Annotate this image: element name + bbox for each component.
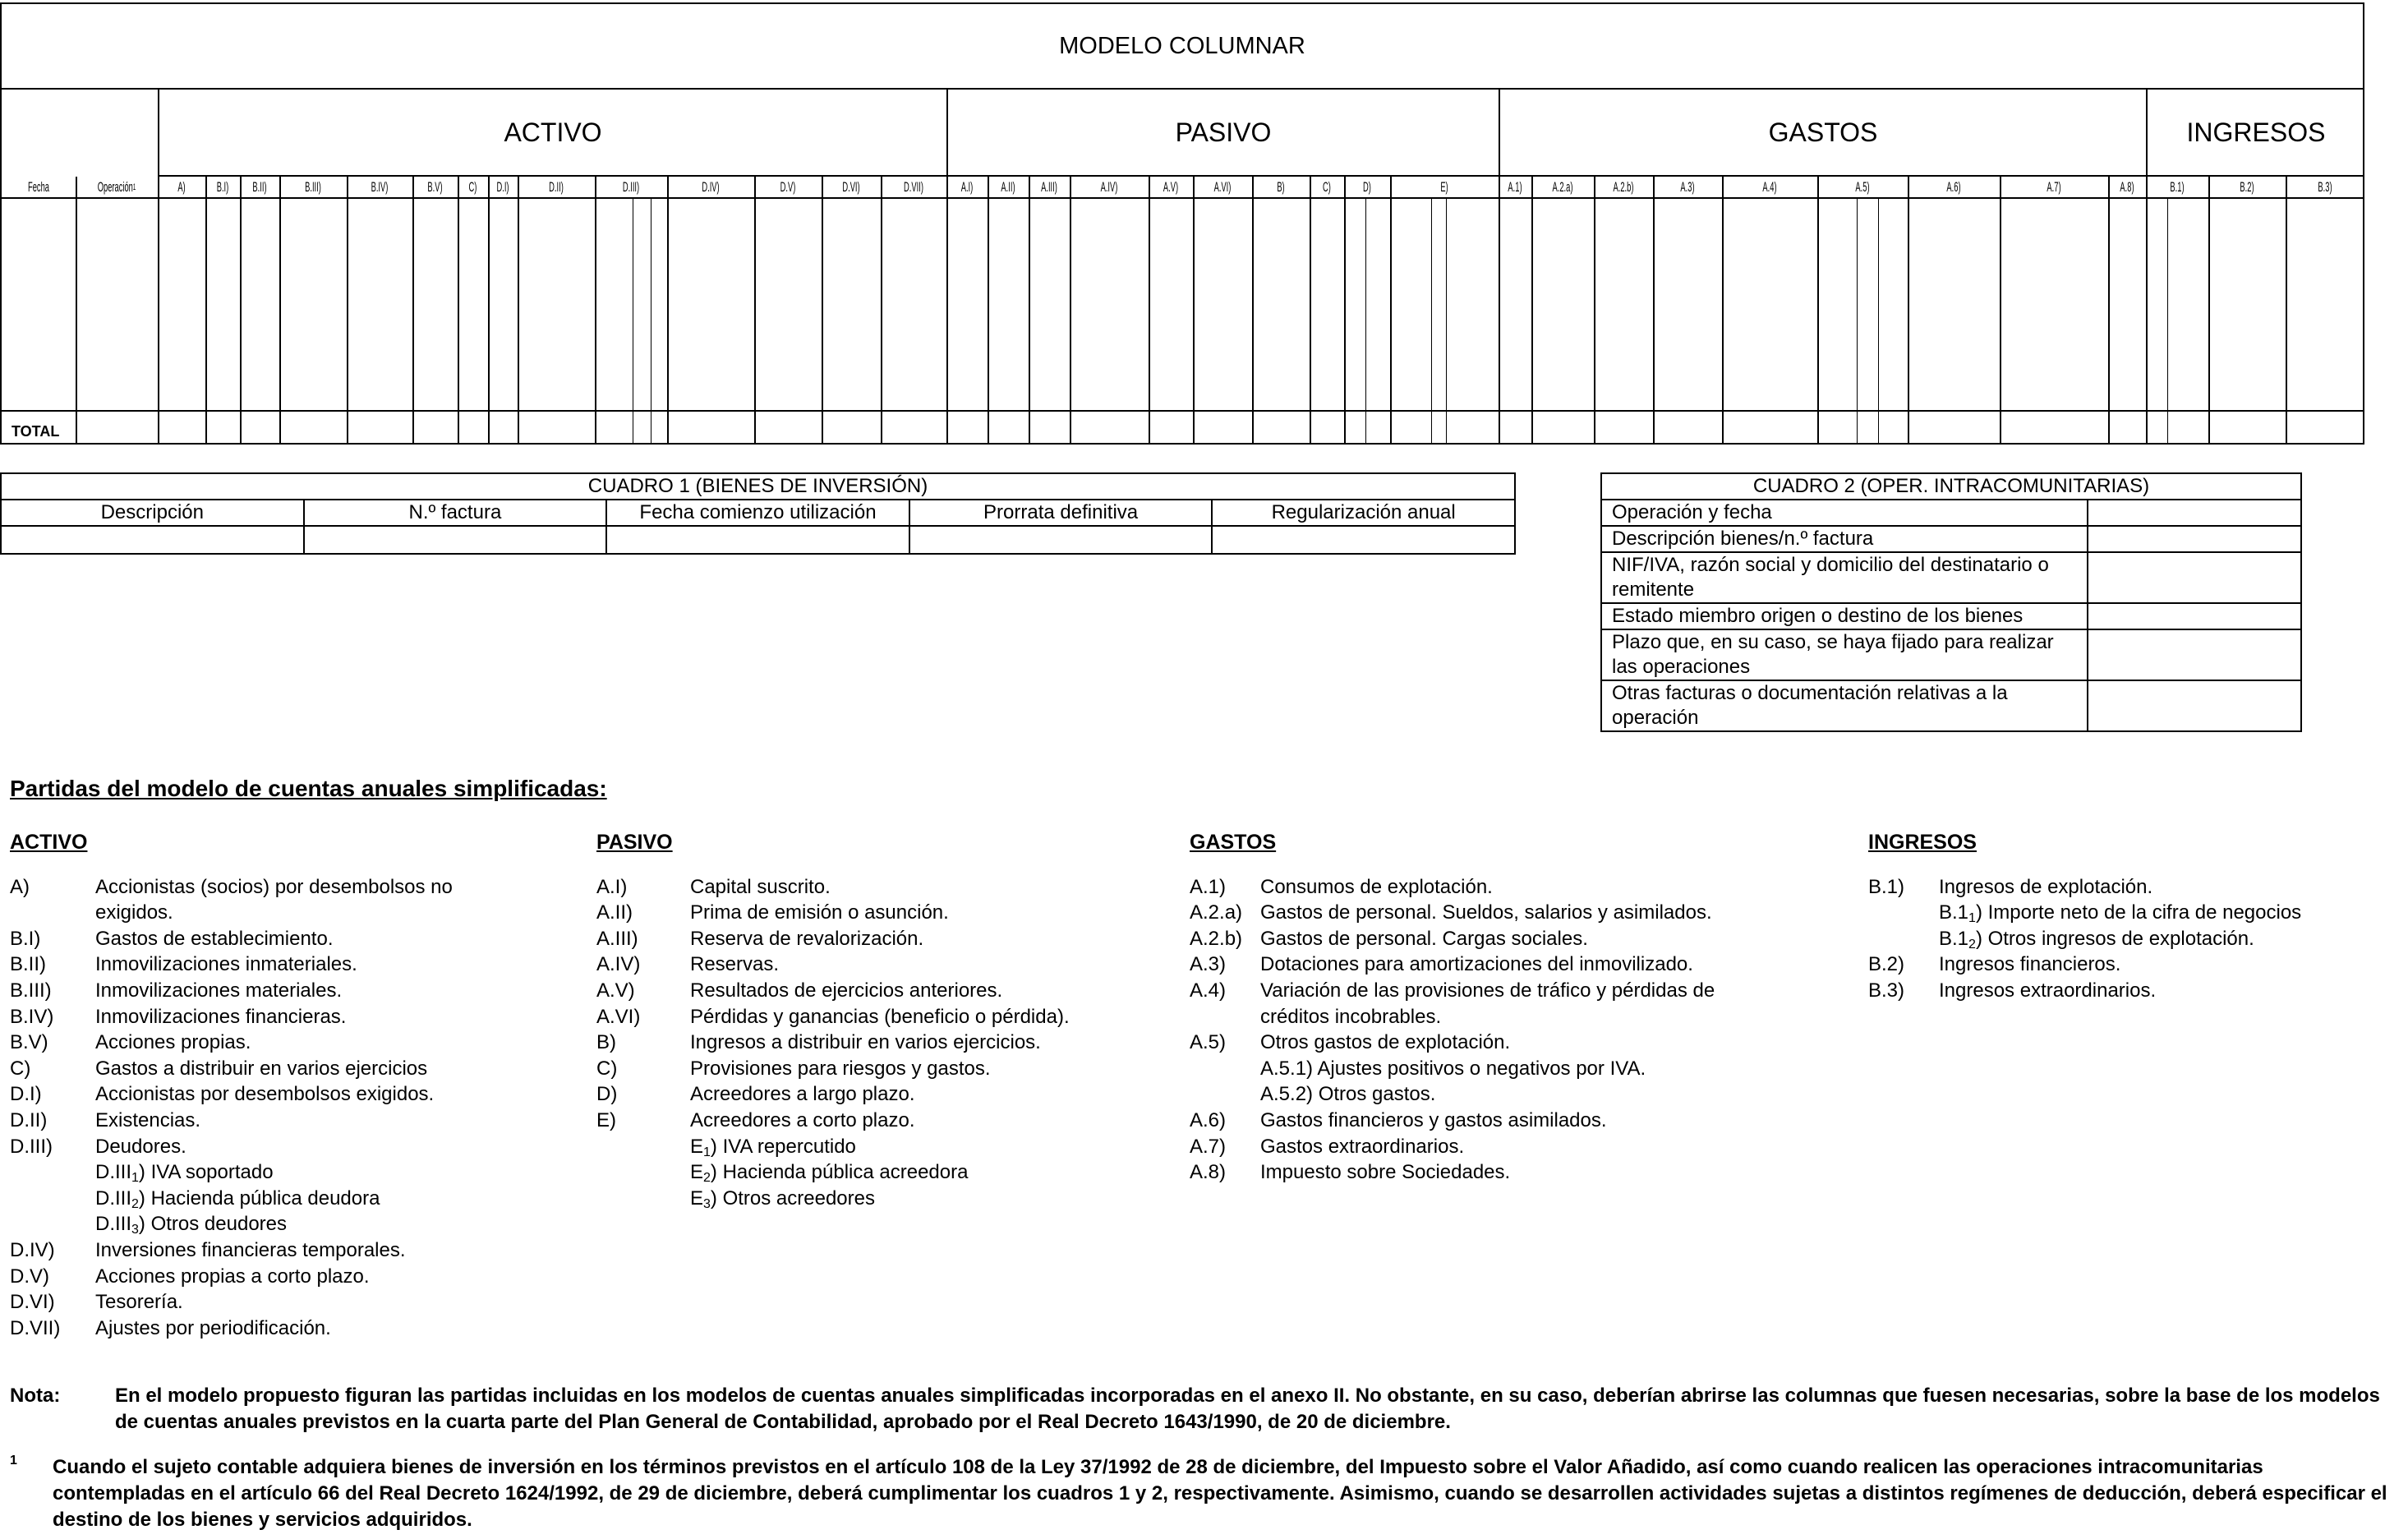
list-item-code: B) bbox=[596, 1031, 616, 1054]
cuadro2-row-value[interactable] bbox=[2088, 630, 2300, 680]
column-subdivider bbox=[2167, 199, 2168, 443]
list-item-code: A.6) bbox=[1190, 1108, 1227, 1131]
cuadro1-table bbox=[0, 472, 1516, 555]
list-item bbox=[1190, 1056, 1781, 1082]
column-divider bbox=[412, 177, 414, 443]
column-divider bbox=[1344, 177, 1346, 443]
list-item-text: $E_3$) Otros acreedores bbox=[690, 1187, 875, 1211]
list-item-code: E) bbox=[596, 1108, 616, 1131]
cuadro2-row-label: NIF/IVA, razón social y domicilio del destinatario o remitente bbox=[1602, 553, 2088, 602]
partidas-pasivo-list bbox=[596, 874, 1122, 1212]
column-divider bbox=[822, 177, 823, 443]
column-divider bbox=[1531, 177, 1533, 443]
list-item-code: A.5) bbox=[1190, 1031, 1227, 1054]
list-item-code: A.1) bbox=[1190, 875, 1227, 898]
list-item-text: $D.III_2$) Hacienda pública deudora bbox=[95, 1187, 380, 1211]
column-divider bbox=[1594, 177, 1595, 443]
list-item-text: $E_1$) IVA repercutido bbox=[690, 1135, 856, 1159]
column-divider bbox=[881, 177, 882, 443]
list-item-code: D.I) bbox=[10, 1083, 42, 1106]
column-header: B.II) bbox=[252, 178, 267, 195]
list-item-code: D.VII) bbox=[10, 1316, 61, 1339]
column-divider bbox=[988, 177, 989, 443]
cuadro2-row bbox=[1602, 681, 2300, 730]
modelo-columnar-table bbox=[0, 2, 2364, 445]
list-item bbox=[10, 1108, 536, 1134]
group-ingresos: INGRESOS bbox=[2146, 90, 2364, 177]
list-item-code: B.II) bbox=[10, 953, 47, 976]
column-divider bbox=[1722, 177, 1724, 443]
column-divider bbox=[347, 177, 348, 443]
column-header: D.I) bbox=[496, 178, 509, 195]
list-item-code: B.I) bbox=[10, 927, 41, 950]
group-gastos: GASTOS bbox=[1499, 90, 2146, 177]
list-item bbox=[596, 952, 1122, 978]
column-divider bbox=[1390, 177, 1392, 443]
list-item bbox=[10, 874, 536, 901]
partidas-gastos-head: GASTOS bbox=[1190, 831, 1277, 854]
list-item bbox=[10, 1134, 536, 1160]
list-item-text: Ingresos a distribuir en varios ejercicios. bbox=[690, 1031, 1041, 1054]
list-item-text: créditos incobrables. bbox=[1260, 1005, 1442, 1028]
column-header: A.5) bbox=[1855, 178, 1870, 195]
list-item bbox=[1868, 900, 2378, 926]
column-header: B.I) bbox=[216, 178, 229, 195]
list-item-text: Ingresos extraordinarios. bbox=[1939, 979, 2157, 1002]
column-header: A.III) bbox=[1041, 178, 1057, 195]
partidas-activo-column bbox=[10, 830, 536, 1341]
column-header: Operación 1 bbox=[97, 178, 136, 195]
partidas-activo-head: ACTIVO bbox=[10, 831, 88, 854]
footnote-mark: 1 bbox=[10, 1454, 17, 1468]
column-header: C) bbox=[468, 178, 477, 195]
list-item-code: D.V) bbox=[10, 1265, 49, 1288]
list-item-text: Accionistas (socios) por desembolsos no bbox=[95, 875, 453, 898]
list-item-text: Ajustes por periodificación. bbox=[95, 1316, 331, 1339]
partidas-ingresos-list bbox=[1868, 874, 2378, 1004]
list-item bbox=[596, 900, 1122, 926]
column-header: A.I) bbox=[960, 178, 974, 195]
column-divider bbox=[1310, 177, 1311, 443]
cuadro1-header-descripcion: Descripción bbox=[2, 500, 305, 525]
list-item bbox=[1190, 900, 1781, 926]
column-divider bbox=[946, 90, 948, 443]
group-activo: ACTIVO bbox=[158, 90, 946, 177]
list-item-code: B.1) bbox=[1868, 875, 1905, 898]
list-item-text: Acciones propias a corto plazo. bbox=[95, 1265, 370, 1288]
list-item-text: Gastos financieros y gastos asimilados. bbox=[1260, 1108, 1607, 1131]
column-subdivider bbox=[1365, 199, 1366, 443]
column-divider bbox=[2146, 90, 2148, 443]
list-item bbox=[596, 874, 1122, 901]
nota-label: Nota: bbox=[10, 1385, 61, 1407]
list-item-text: Prima de emisión o asunción. bbox=[690, 901, 949, 924]
column-divider bbox=[2108, 177, 2110, 443]
list-item bbox=[10, 952, 536, 978]
list-item-code: A.2.b) bbox=[1190, 927, 1243, 950]
list-item bbox=[596, 1134, 1122, 1160]
list-item-text: Gastos de establecimiento. bbox=[95, 927, 334, 950]
list-item bbox=[596, 1004, 1122, 1030]
column-header: B.III) bbox=[305, 178, 321, 195]
column-header: C) bbox=[1323, 178, 1331, 195]
list-item-text: Acreedores a corto plazo. bbox=[690, 1108, 915, 1131]
column-divider bbox=[1908, 177, 1909, 443]
list-item-code: B.3) bbox=[1868, 979, 1905, 1002]
cuadro1-empty-row bbox=[2, 527, 1514, 553]
column-header: A.VI) bbox=[1213, 178, 1232, 195]
column-header: Fecha bbox=[28, 178, 49, 195]
list-item bbox=[1190, 1108, 1781, 1134]
cuadro2-row-value[interactable] bbox=[2088, 553, 2300, 602]
cuadro2-row-value[interactable] bbox=[2088, 527, 2300, 551]
list-item bbox=[1190, 1030, 1781, 1056]
cuadro2-row-value[interactable] bbox=[2088, 681, 2300, 730]
list-item bbox=[1868, 978, 2378, 1004]
list-item bbox=[10, 1211, 536, 1237]
column-header: A.7) bbox=[2047, 178, 2061, 195]
list-item-text: Variación de las provisiones de tráfico y pérdidas de bbox=[1260, 979, 1715, 1002]
list-item-text: Gastos de personal. Sueldos, salarios y asimilados. bbox=[1260, 901, 1712, 924]
column-divider bbox=[240, 177, 242, 443]
list-item-code: A.I) bbox=[596, 875, 628, 898]
list-item bbox=[10, 926, 536, 952]
list-item-text: $D.III_3$) Otros deudores bbox=[95, 1213, 288, 1237]
column-divider bbox=[1252, 177, 1254, 443]
list-item-code: C) bbox=[596, 1057, 618, 1080]
list-item-text: Tesorería. bbox=[95, 1291, 183, 1314]
column-divider bbox=[667, 177, 669, 443]
column-divider bbox=[1029, 177, 1030, 443]
list-item bbox=[10, 1186, 536, 1212]
list-item bbox=[1868, 926, 2378, 952]
column-header: B.3) bbox=[2318, 178, 2332, 195]
column-subdivider bbox=[1446, 199, 1447, 443]
column-header: A.IV) bbox=[1100, 178, 1118, 195]
list-item bbox=[596, 1186, 1122, 1212]
column-divider bbox=[1653, 177, 1655, 443]
cuadro2-row-label: Plazo que, en su caso, se haya fijado para realizar las operaciones bbox=[1602, 630, 2088, 680]
list-item bbox=[10, 1056, 536, 1082]
list-item-text: Gastos extraordinarios. bbox=[1260, 1135, 1465, 1158]
modelo-title: MODELO COLUMNAR bbox=[2, 4, 2363, 90]
column-header: D.V) bbox=[780, 178, 796, 195]
column-divider bbox=[488, 177, 490, 443]
list-item-text: Acciones propias. bbox=[95, 1031, 251, 1054]
cuadro2-row-label: Estado miembro origen o destino de los bienes bbox=[1602, 604, 2088, 629]
list-item bbox=[1190, 874, 1781, 901]
list-item bbox=[10, 1159, 536, 1186]
list-item-code: A.II) bbox=[596, 901, 633, 924]
total-label: TOTAL bbox=[12, 423, 60, 440]
cuadro2-row bbox=[1602, 630, 2300, 681]
list-item-text: Inmovilizaciones financieras. bbox=[95, 1005, 347, 1028]
column-header: A.8) bbox=[2120, 178, 2134, 195]
list-item-code: B.III) bbox=[10, 979, 52, 1002]
cuadro1-header-fecha: Fecha comienzo utilización bbox=[607, 500, 910, 525]
list-item-code: A.3) bbox=[1190, 953, 1227, 976]
column-divider bbox=[205, 177, 207, 443]
cuadro2-row-label: Operación y fecha bbox=[1602, 500, 2088, 525]
list-item bbox=[10, 1289, 536, 1316]
cuadro1-header-row bbox=[2, 500, 1514, 527]
column-divider bbox=[2208, 177, 2210, 443]
cuadro1-empty-cell[interactable] bbox=[607, 527, 910, 553]
column-divider bbox=[279, 177, 281, 443]
list-item bbox=[596, 1030, 1122, 1056]
list-item bbox=[10, 1081, 536, 1108]
cuadro2-row-label: Descripción bienes/n.º factura bbox=[1602, 527, 2088, 551]
column-header: D.IV) bbox=[702, 178, 720, 195]
column-divider bbox=[1499, 90, 1500, 443]
column-header: B.2) bbox=[2240, 178, 2254, 195]
partidas-ingresos-column bbox=[1868, 830, 2378, 1004]
list-item-text: Provisiones para riesgos y gastos. bbox=[690, 1057, 991, 1080]
list-item-code: A.VI) bbox=[596, 1005, 641, 1028]
column-subdivider bbox=[1878, 199, 1879, 443]
column-divider bbox=[2286, 177, 2287, 443]
list-item-text: $D.III_1$) IVA soportado bbox=[95, 1161, 274, 1186]
list-item-text: Inmovilizaciones materiales. bbox=[95, 979, 343, 1002]
list-item-code: B.2) bbox=[1868, 953, 1905, 976]
list-item bbox=[1190, 1159, 1781, 1186]
list-item bbox=[1190, 1004, 1781, 1030]
list-item-text: $B.1_1$) Importe neto de la cifra de negocios bbox=[1939, 901, 2302, 926]
list-item-text: Accionistas por desembolsos exigidos. bbox=[95, 1083, 435, 1106]
list-item-code: A.8) bbox=[1190, 1161, 1227, 1184]
column-divider bbox=[1193, 177, 1195, 443]
list-item-code: D.VI) bbox=[10, 1291, 55, 1314]
cuadro1-title: CUADRO 1 (BIENES DE INVERSIÓN) bbox=[2, 474, 1514, 500]
list-item bbox=[10, 978, 536, 1004]
partidas-pasivo-column bbox=[596, 830, 1122, 1211]
column-divider bbox=[158, 90, 159, 443]
column-header: A.2.a) bbox=[1552, 178, 1573, 195]
list-item bbox=[10, 900, 536, 926]
column-divider bbox=[1817, 177, 1819, 443]
column-header: D.III) bbox=[622, 178, 640, 195]
list-item-text: Impuesto sobre Sociedades. bbox=[1260, 1161, 1511, 1184]
list-item-text: Gastos a distribuir en varios ejercicios bbox=[95, 1057, 428, 1080]
partidas-ingresos-head: INGRESOS bbox=[1868, 831, 1977, 854]
list-item-text: Deudores. bbox=[95, 1135, 186, 1158]
list-item bbox=[596, 1159, 1122, 1186]
footnote-text: Cuando el sujeto contable adquiera bienes de inversión en los términos previstos en el artículo 108 de la Ley 37/1992 de 28 de diciembre, del Impuesto sobre el Valor Añadido, así como cuando realicen las operaciones intracomunitarias contempladas en el artículo 66 del Real Decreto 1624/1992, de 29 de diciembre, deberá cumplimentar los cuadros 1 y 2, respectivamente. Asimismo, cuando se desarrollen actividades sujetas a distintos regímenes de deducción, deberá especificar el destino de los bienes y servicios adquiridos. bbox=[53, 1456, 2387, 1531]
cuadro2-row-value[interactable] bbox=[2088, 500, 2300, 525]
partidas-title: Partidas del modelo de cuentas anuales simplificadas: bbox=[10, 776, 607, 801]
list-item-text: Reservas. bbox=[690, 953, 780, 976]
column-header-footnote-mark: 1 bbox=[132, 182, 136, 192]
column-header-row bbox=[2, 177, 2363, 199]
column-divider bbox=[1149, 177, 1150, 443]
list-item-text: Gastos de personal. Cargas sociales. bbox=[1260, 927, 1588, 950]
list-item-code: A.7) bbox=[1190, 1135, 1227, 1158]
partidas-pasivo-head: PASIVO bbox=[596, 831, 673, 854]
list-item bbox=[1868, 874, 2378, 901]
list-item bbox=[1190, 1134, 1781, 1160]
nota-text: En el modelo propuesto figuran las partidas incluidas en los modelos de cuentas anuales simplificadas incorporadas en el anexo II. No obstante, en su caso, deberían abrirse las columnas que fuesen necesarias, sobre la base de los modelos de cuentas anuales previstos en la cuarta parte del Plan General de Contabilidad, aprobado por el Real Decreto 1643/1990, de 20 de diciembre. bbox=[115, 1385, 2380, 1433]
cuadro2-row-label: Otras facturas o documentación relativas a la operación bbox=[1602, 681, 2088, 730]
list-item-text: A.5.2) Otros gastos. bbox=[1260, 1083, 1436, 1106]
total-row-line bbox=[2, 410, 2363, 412]
list-item bbox=[596, 1081, 1122, 1108]
column-header: D.VI) bbox=[842, 178, 860, 195]
column-divider bbox=[1070, 177, 1071, 443]
list-item-code: A) bbox=[10, 875, 30, 898]
list-item-code: B.IV) bbox=[10, 1005, 54, 1028]
column-divider bbox=[76, 177, 77, 443]
column-header: A.V) bbox=[1163, 178, 1179, 195]
list-item-text: Ingresos de explotación. bbox=[1939, 875, 2153, 898]
list-item-code: D) bbox=[596, 1083, 618, 1106]
cuadro2-table bbox=[1600, 472, 2302, 732]
list-item-text: Otros gastos de explotación. bbox=[1260, 1031, 1511, 1054]
list-item bbox=[1868, 952, 2378, 978]
cuadro2-row-value[interactable] bbox=[2088, 604, 2300, 629]
list-item-text: Ingresos financieros. bbox=[1939, 953, 2121, 976]
list-item-code: A.IV) bbox=[596, 953, 641, 976]
partidas-gastos-column bbox=[1190, 830, 1781, 1186]
list-item-text: Inmovilizaciones inmateriales. bbox=[95, 953, 357, 976]
column-header: A.1) bbox=[1508, 178, 1522, 195]
column-divider bbox=[518, 177, 519, 443]
column-divider bbox=[458, 177, 459, 443]
column-subdivider bbox=[1431, 199, 1432, 443]
column-header: A.6) bbox=[1946, 178, 1961, 195]
list-item bbox=[10, 1004, 536, 1030]
list-item-code: A.III) bbox=[596, 927, 638, 950]
column-divider bbox=[595, 177, 596, 443]
list-item bbox=[1190, 926, 1781, 952]
list-item-code: D.II) bbox=[10, 1108, 48, 1131]
list-item bbox=[1190, 1081, 1781, 1108]
column-divider bbox=[754, 177, 756, 443]
list-item-text: Inversiones financieras temporales. bbox=[95, 1238, 406, 1261]
partidas-activo-list bbox=[10, 874, 536, 1342]
list-item bbox=[10, 1316, 536, 1342]
cuadro1-header-factura: N.º factura bbox=[305, 500, 608, 525]
list-item-text: Capital suscrito. bbox=[690, 875, 831, 898]
column-header: A.II) bbox=[1001, 178, 1015, 195]
column-header: B) bbox=[1277, 178, 1285, 195]
cuadro1-empty-cell[interactable] bbox=[2, 527, 305, 553]
partidas-gastos-list bbox=[1190, 874, 1781, 1186]
list-item bbox=[596, 978, 1122, 1004]
cuadro1-header-prorrata: Prorrata definitiva bbox=[910, 500, 1213, 525]
list-item-code: D.III) bbox=[10, 1135, 53, 1158]
list-item bbox=[10, 1237, 536, 1264]
list-item bbox=[596, 1108, 1122, 1134]
list-item-text: Existencias. bbox=[95, 1108, 201, 1131]
list-item-text: Pérdidas y ganancias (beneficio o pérdida). bbox=[690, 1005, 1070, 1028]
column-header: D.VII) bbox=[904, 178, 923, 195]
list-item-text: Consumos de explotación. bbox=[1260, 875, 1493, 898]
column-header: D.II) bbox=[549, 178, 564, 195]
list-item bbox=[1190, 952, 1781, 978]
list-item-code: A.4) bbox=[1190, 979, 1227, 1002]
column-header: A.4) bbox=[1762, 178, 1777, 195]
column-subdivider bbox=[1857, 199, 1858, 443]
list-item bbox=[596, 926, 1122, 952]
cuadro2-row bbox=[1602, 527, 2300, 553]
list-item-text: Dotaciones para amortizaciones del inmovilizado. bbox=[1260, 953, 1693, 976]
list-item-code: A.V) bbox=[596, 979, 635, 1002]
list-item-text: Acreedores a largo plazo. bbox=[690, 1083, 915, 1106]
cuadro1-empty-cell[interactable] bbox=[1213, 527, 1514, 553]
list-item-text: $E_2$) Hacienda pública acreedora bbox=[690, 1161, 969, 1186]
list-item-text: A.5.1) Ajustes positivos o negativos por IVA. bbox=[1260, 1057, 1646, 1080]
cuadro2-row bbox=[1602, 553, 2300, 604]
nota-block bbox=[10, 1383, 2401, 1435]
list-item-code: B.V) bbox=[10, 1031, 48, 1054]
list-item-text: Reserva de revalorización. bbox=[690, 927, 924, 950]
column-header: E) bbox=[1440, 178, 1448, 195]
list-item-text: exigidos. bbox=[95, 901, 173, 924]
cuadro1-empty-cell[interactable] bbox=[305, 527, 608, 553]
column-header: A.2.b) bbox=[1613, 178, 1634, 195]
footnote-block bbox=[10, 1454, 2401, 1533]
list-item bbox=[10, 1030, 536, 1056]
list-item-code: C) bbox=[10, 1057, 31, 1080]
column-header: B.1) bbox=[2170, 178, 2185, 195]
list-item-text: Resultados de ejercicios anteriores. bbox=[690, 979, 1003, 1002]
cuadro1-empty-cell[interactable] bbox=[910, 527, 1213, 553]
cuadro2-row bbox=[1602, 500, 2300, 527]
cuadro1-header-regularizacion: Regularización anual bbox=[1271, 501, 1456, 523]
list-item bbox=[10, 1264, 536, 1290]
cuadro2-title: CUADRO 2 (OPER. INTRACOMUNITARIAS) bbox=[1602, 474, 2300, 500]
list-item-code: D.IV) bbox=[10, 1238, 55, 1261]
column-divider bbox=[2000, 177, 2001, 443]
list-item-text: $B.1_2$) Otros ingresos de explotación. bbox=[1939, 927, 2254, 952]
list-item bbox=[1190, 978, 1781, 1004]
list-item-code: A.2.a) bbox=[1190, 901, 1243, 924]
column-header: B.IV) bbox=[371, 178, 389, 195]
column-header: D) bbox=[1363, 178, 1371, 195]
column-header: A) bbox=[177, 178, 186, 195]
list-item bbox=[596, 1056, 1122, 1082]
column-header: B.V) bbox=[427, 178, 443, 195]
column-header: A.3) bbox=[1680, 178, 1695, 195]
group-pasivo: PASIVO bbox=[946, 90, 1499, 177]
cuadro2-row bbox=[1602, 604, 2300, 630]
